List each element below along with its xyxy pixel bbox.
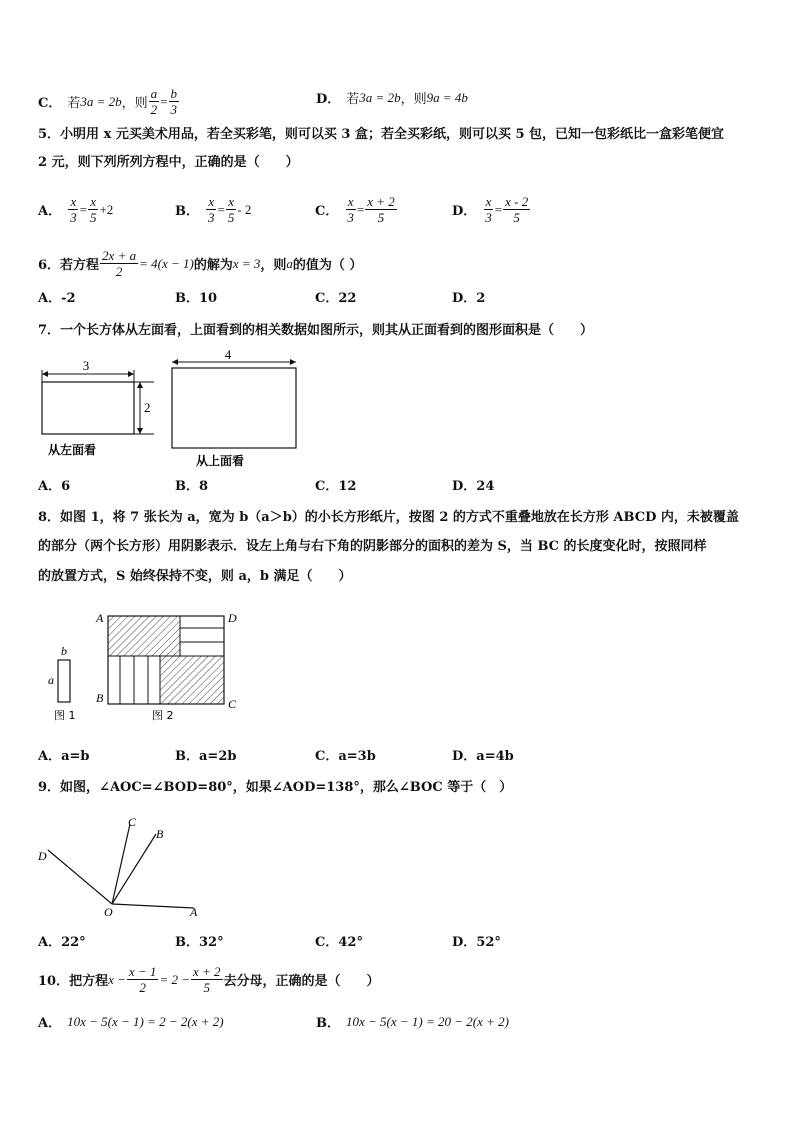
fig2-caption: 图 2 bbox=[152, 709, 174, 722]
arrow-head bbox=[42, 371, 48, 377]
q5-line2: 2 元，则下列所列方程中，正确的是（ ） bbox=[38, 155, 299, 170]
strip bbox=[134, 656, 148, 704]
option-label: D． bbox=[452, 479, 477, 494]
option-label: A． bbox=[38, 204, 62, 219]
point-a: A bbox=[190, 905, 198, 919]
top-view-rect bbox=[172, 368, 296, 448]
option-label: B． bbox=[175, 204, 199, 219]
q8-line1: 8．如图 1，将 7 张长为 a，宽为 b（a＞b）的小长方形纸片，按图 2 的方式不重叠地放在长方形 ABCD 内，未被覆盖 bbox=[38, 510, 739, 525]
option-value: a=4b bbox=[476, 749, 514, 764]
denominator: 2 bbox=[150, 102, 158, 117]
text: 的值为（ ） bbox=[292, 258, 363, 273]
option-label: D． bbox=[452, 291, 477, 306]
option-value: 2 bbox=[476, 291, 486, 306]
option-label: B． bbox=[175, 479, 199, 494]
vertex-c: C bbox=[228, 697, 237, 711]
left-view-rect bbox=[42, 382, 134, 434]
math: = 4(x − 1) bbox=[139, 255, 194, 271]
denominator: 5 bbox=[513, 210, 520, 225]
equals: = bbox=[217, 201, 225, 217]
fraction bbox=[88, 194, 99, 225]
q5-option-d bbox=[452, 194, 531, 225]
option-value: 22° bbox=[61, 935, 86, 950]
q10-option-a bbox=[38, 1012, 224, 1031]
text: ，则 bbox=[260, 258, 287, 273]
point-o: O bbox=[104, 905, 113, 919]
point-d: D bbox=[38, 849, 47, 863]
top-view-caption: 从上面看 bbox=[196, 454, 245, 468]
option-label: C． bbox=[315, 291, 339, 306]
equals: = bbox=[494, 201, 503, 217]
numerator: 2x + a bbox=[102, 248, 137, 263]
strip bbox=[148, 656, 160, 704]
option-label: A． bbox=[38, 479, 62, 494]
option-value: -2 bbox=[61, 291, 76, 306]
equals: = bbox=[160, 93, 168, 109]
option-label: C． bbox=[315, 935, 339, 950]
top-width-label: 4 bbox=[224, 350, 232, 362]
text: 若 bbox=[346, 92, 360, 107]
q6-option-c bbox=[315, 290, 356, 308]
option-value: a=2b bbox=[199, 749, 237, 764]
q10-stem bbox=[38, 964, 380, 995]
option-label: B． bbox=[175, 291, 199, 306]
math: x − bbox=[108, 971, 126, 987]
math: 9a = 4b bbox=[426, 89, 468, 105]
text: 10．把方程 bbox=[38, 974, 109, 989]
option-label: C． bbox=[315, 204, 339, 219]
q5-option-a bbox=[38, 194, 113, 225]
q7-option-d bbox=[452, 478, 494, 496]
option-label: C． bbox=[38, 96, 62, 111]
arrow-head bbox=[137, 428, 143, 434]
equals: = bbox=[356, 201, 365, 217]
fraction bbox=[206, 194, 217, 225]
option-label: B． bbox=[316, 1016, 340, 1031]
text: 6．若方程 bbox=[38, 258, 100, 273]
arrow-head bbox=[172, 359, 178, 365]
fraction bbox=[483, 194, 494, 225]
denominator: 5 bbox=[377, 210, 385, 225]
q8-line2: 的部分（两个长方形）用阴影表示．设左上角与右下角的阴影部分的面积的差为 S，当 BC 的长度变化时，按照同样 bbox=[38, 539, 707, 554]
option-value: 12 bbox=[338, 479, 357, 494]
fig1-caption: 图 1 bbox=[54, 709, 76, 722]
fraction bbox=[503, 194, 530, 225]
q8-option-d bbox=[452, 748, 514, 766]
option-label: D． bbox=[452, 204, 477, 219]
q8-figure bbox=[44, 608, 254, 728]
fraction bbox=[365, 194, 397, 225]
numerator: x + 2 bbox=[367, 194, 395, 209]
option-label: A． bbox=[38, 1016, 62, 1031]
denominator: 2 bbox=[139, 980, 146, 995]
equals: = bbox=[79, 201, 87, 217]
q6-option-b bbox=[175, 290, 217, 308]
fraction bbox=[149, 86, 160, 117]
option-label: D． bbox=[316, 92, 341, 107]
text: 若 bbox=[67, 96, 81, 111]
option-value: a=b bbox=[61, 749, 90, 764]
vertex-d: D bbox=[228, 611, 237, 625]
math: a bbox=[286, 255, 293, 271]
option-label: A． bbox=[38, 291, 62, 306]
numerator: x bbox=[347, 194, 354, 209]
vertex-b: B bbox=[96, 691, 104, 705]
numerator: x + 2 bbox=[192, 964, 221, 979]
ray-ob bbox=[112, 834, 156, 904]
tail: +2 bbox=[99, 201, 114, 217]
option-label: C． bbox=[315, 479, 339, 494]
denominator: 5 bbox=[227, 210, 235, 225]
q9-stem: 9．如图，∠AOC=∠BOD=80°，如果∠AOD=138°，那么∠BOC 等于（ ） bbox=[38, 780, 513, 795]
q7-figure bbox=[34, 350, 334, 470]
denominator: 5 bbox=[89, 210, 97, 225]
option-label: A． bbox=[38, 935, 62, 950]
option-value: 10 bbox=[199, 291, 218, 306]
left-width-label: 3 bbox=[82, 358, 90, 373]
math: = 2 − bbox=[159, 971, 190, 987]
denominator: 2 bbox=[115, 264, 123, 279]
vertex-a: A bbox=[96, 611, 104, 625]
option-value: 22 bbox=[338, 291, 357, 306]
fraction bbox=[169, 86, 180, 117]
text: ，则 bbox=[121, 96, 148, 111]
fig1-a-label: a bbox=[48, 673, 54, 687]
point-b: B bbox=[156, 827, 164, 841]
arrow-head bbox=[128, 371, 134, 377]
left-view-caption: 从左面看 bbox=[48, 443, 97, 457]
numerator: x bbox=[90, 194, 97, 209]
fig1-b-label: b bbox=[61, 644, 67, 658]
numerator: x − 1 bbox=[128, 964, 157, 979]
option-value: 6 bbox=[61, 479, 71, 494]
fraction bbox=[345, 194, 356, 225]
q9-option-a bbox=[38, 934, 86, 952]
math: 3a = 2b bbox=[359, 89, 401, 105]
q5-option-b bbox=[175, 194, 251, 225]
shaded-top-left bbox=[108, 616, 180, 656]
q6-option-d bbox=[452, 290, 485, 308]
q8-line3: 的放置方式，S 始终保持不变，则 a，b 满足（ ） bbox=[38, 569, 352, 584]
arrow-head bbox=[137, 382, 143, 388]
ray-od bbox=[48, 850, 112, 904]
q9-option-c bbox=[315, 934, 363, 952]
strip bbox=[120, 656, 134, 704]
ray-oa bbox=[112, 904, 194, 908]
strip bbox=[180, 616, 224, 628]
fraction bbox=[100, 248, 138, 279]
q9-figure bbox=[34, 812, 214, 922]
q8-option-a bbox=[38, 748, 90, 766]
option-value: 52° bbox=[476, 935, 501, 950]
denominator: 3 bbox=[170, 102, 178, 117]
q9-option-d bbox=[452, 934, 501, 952]
tail: - 2 bbox=[237, 201, 252, 217]
q10-option-b bbox=[316, 1012, 509, 1031]
strip bbox=[180, 642, 224, 656]
option-label: A． bbox=[38, 749, 62, 764]
q8-option-b bbox=[175, 748, 236, 766]
numerator: b bbox=[170, 86, 178, 101]
option-value: 42° bbox=[338, 935, 363, 950]
text: ，则 bbox=[400, 92, 427, 107]
arrow-head bbox=[290, 359, 296, 365]
q7-option-a bbox=[38, 478, 70, 496]
q5-line1: 5．小明用 x 元买美术用品，若全买彩笔，则可以买 3 盒；若全买彩纸，则可以买 5 包，已知一包彩纸比一盒彩笔便宜 bbox=[38, 127, 725, 142]
shaded-bottom-right bbox=[160, 656, 224, 704]
math: x = 3 bbox=[232, 255, 261, 271]
left-height-label: 2 bbox=[144, 400, 151, 415]
denominator: 3 bbox=[347, 210, 354, 225]
option-value: 24 bbox=[476, 479, 495, 494]
numerator: x bbox=[70, 194, 77, 209]
q6-option-a bbox=[38, 290, 76, 308]
numerator: x - 2 bbox=[505, 194, 529, 209]
fraction bbox=[127, 964, 159, 995]
strip bbox=[108, 656, 120, 704]
denominator: 3 bbox=[485, 210, 492, 225]
fraction bbox=[191, 964, 223, 995]
denominator: 5 bbox=[203, 980, 210, 995]
q4-option-d bbox=[316, 88, 468, 107]
fraction bbox=[226, 194, 237, 225]
q6-stem bbox=[38, 248, 362, 279]
strip bbox=[180, 628, 224, 642]
fraction bbox=[68, 194, 79, 225]
text: 的解为 bbox=[193, 258, 233, 273]
q5-option-c bbox=[315, 194, 398, 225]
fig1-rect bbox=[58, 660, 70, 702]
option-label: B． bbox=[175, 935, 199, 950]
point-c: C bbox=[128, 815, 137, 829]
q4-option-c bbox=[38, 86, 180, 117]
equation: 10x − 5(x − 1) = 20 − 2(x + 2) bbox=[346, 1013, 509, 1029]
q7-option-b bbox=[175, 478, 208, 496]
q7-stem: 7．一个长方体从左面看，上面看到的相关数据如图所示，则其从正面看到的图形面积是（ ） bbox=[38, 323, 594, 338]
option-value: 32° bbox=[199, 935, 224, 950]
numerator: x bbox=[208, 194, 215, 209]
q8-option-c bbox=[315, 748, 376, 766]
option-value: 8 bbox=[199, 479, 209, 494]
option-label: B． bbox=[175, 749, 199, 764]
text: 去分母，正确的是（ ） bbox=[223, 974, 380, 989]
numerator: a bbox=[150, 86, 158, 101]
option-label: C． bbox=[315, 749, 339, 764]
ray-oc bbox=[112, 824, 130, 904]
equation: 10x − 5(x − 1) = 2 − 2(x + 2) bbox=[67, 1013, 224, 1029]
denominator: 3 bbox=[208, 210, 215, 225]
numerator: x bbox=[485, 194, 492, 209]
option-label: D． bbox=[452, 749, 477, 764]
math: 3a = 2b bbox=[80, 93, 122, 109]
q9-option-b bbox=[175, 934, 224, 952]
numerator: x bbox=[228, 194, 234, 209]
q7-option-c bbox=[315, 478, 356, 496]
option-label: D． bbox=[452, 935, 477, 950]
denominator: 3 bbox=[70, 210, 77, 225]
option-value: a=3b bbox=[338, 749, 376, 764]
